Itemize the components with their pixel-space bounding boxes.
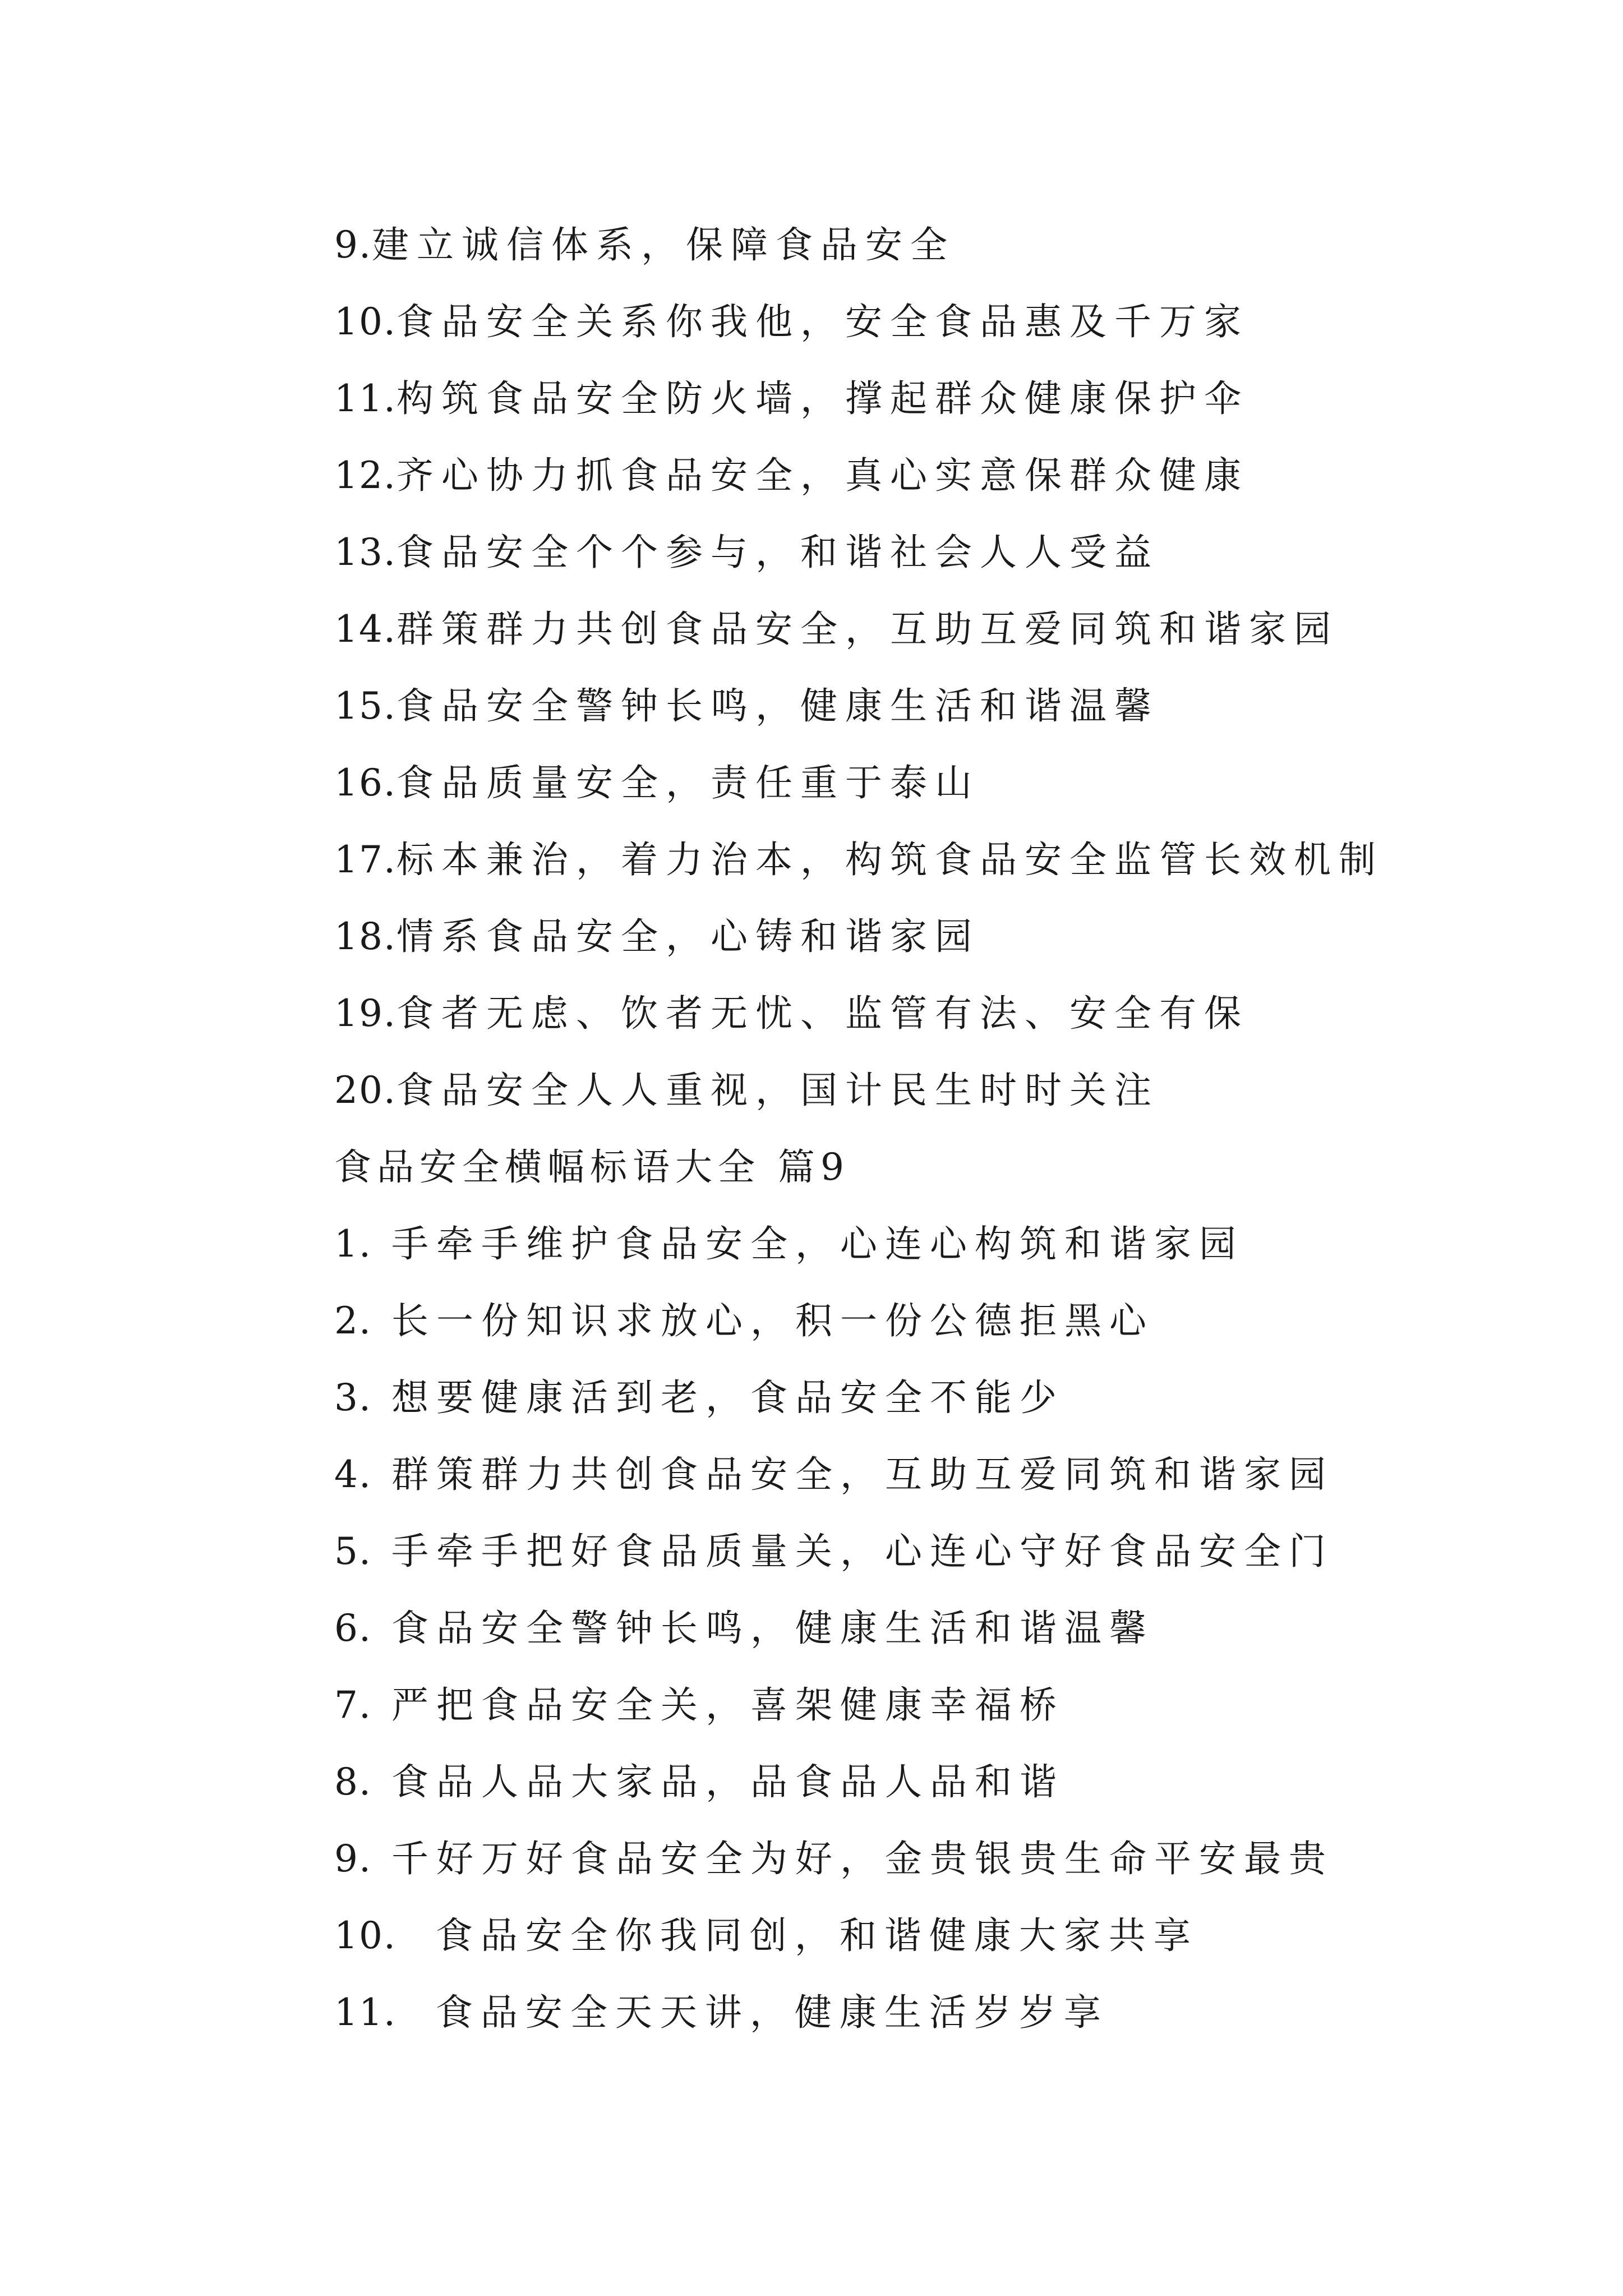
item-number: 5. bbox=[334, 1530, 372, 1573]
item-text: 标本兼治，着力治本，构筑食品安全监管长效机制 bbox=[396, 838, 1384, 881]
item-text: 食者无虑、饮者无忧、监管有法、安全有保 bbox=[396, 992, 1249, 1035]
list-item bbox=[334, 744, 1512, 821]
item-number: 9. bbox=[334, 1837, 372, 1880]
list-item bbox=[334, 1282, 1512, 1359]
list-item bbox=[334, 1820, 1512, 1897]
item-text: 想要健康活到老，食品安全不能少 bbox=[371, 1376, 1064, 1419]
item-text: 构筑食品安全防火墙，撑起群众健康保护伞 bbox=[396, 377, 1249, 420]
list-item bbox=[334, 514, 1512, 591]
item-number: 18. bbox=[334, 915, 396, 958]
item-number: 13. bbox=[334, 531, 396, 574]
item-number: 1. bbox=[334, 1222, 372, 1266]
list-item bbox=[334, 1359, 1512, 1436]
list-item bbox=[334, 591, 1512, 668]
list-item bbox=[334, 1513, 1512, 1590]
item-number: 6. bbox=[334, 1607, 372, 1650]
item-text: 情系食品安全，心铸和谐家园 bbox=[396, 915, 980, 958]
item-number: 17. bbox=[334, 838, 396, 881]
list-item bbox=[334, 1667, 1512, 1743]
list-item bbox=[334, 898, 1512, 975]
item-text: 群策群力共创食品安全，互助互爱同筑和谐家园 bbox=[371, 1453, 1334, 1496]
list-item bbox=[334, 1205, 1512, 1282]
list-item bbox=[334, 360, 1512, 437]
item-number: 20. bbox=[334, 1069, 396, 1112]
item-text: 食品安全关系你我他，安全食品惠及千万家 bbox=[396, 300, 1249, 343]
item-text: 食品质量安全，责任重于泰山 bbox=[396, 761, 980, 804]
list-item bbox=[334, 437, 1512, 514]
item-text: 食品安全天天讲，健康生活岁岁享 bbox=[396, 1991, 1109, 2034]
list-item bbox=[334, 1436, 1512, 1513]
item-number: 14. bbox=[334, 608, 396, 651]
item-number: 4. bbox=[334, 1453, 372, 1496]
document-body bbox=[334, 206, 1512, 2051]
item-text: 手牵手维护食品安全，心连心构筑和谐家园 bbox=[371, 1222, 1244, 1266]
item-text: 严把食品安全关，喜架健康幸福桥 bbox=[371, 1683, 1064, 1727]
item-text: 建立诚信体系，保障食品安全 bbox=[371, 223, 955, 266]
item-number: 3. bbox=[334, 1376, 372, 1419]
item-text: 食品安全人人重视，国计民生时时关注 bbox=[396, 1069, 1159, 1112]
list-item bbox=[334, 283, 1512, 360]
item-number: 15. bbox=[334, 684, 396, 728]
list-item bbox=[334, 206, 1512, 283]
list-item bbox=[334, 668, 1512, 744]
item-number: 7. bbox=[334, 1683, 372, 1727]
item-text: 千好万好食品安全为好，金贵银贵生命平安最贵 bbox=[371, 1837, 1334, 1880]
item-text: 食品安全警钟长鸣，健康生活和谐温馨 bbox=[396, 684, 1159, 728]
list-item bbox=[334, 1743, 1512, 1820]
item-text: 食品安全你我同创，和谐健康大家共享 bbox=[396, 1914, 1198, 1957]
item-text: 群策群力共创食品安全，互助互爱同筑和谐家园 bbox=[396, 608, 1339, 651]
item-text: 食品安全警钟长鸣，健康生活和谐温馨 bbox=[371, 1607, 1154, 1650]
list-item bbox=[334, 1974, 1512, 2051]
item-text: 长一份知识求放心，积一份公德拒黑心 bbox=[371, 1299, 1154, 1342]
item-number: 16. bbox=[334, 761, 396, 804]
item-number: 19. bbox=[334, 992, 396, 1035]
list-item bbox=[334, 1052, 1512, 1129]
item-text: 手牵手把好食品质量关，心连心守好食品安全门 bbox=[371, 1530, 1334, 1573]
list-item bbox=[334, 821, 1512, 898]
list-item bbox=[334, 975, 1512, 1052]
item-number: 8. bbox=[334, 1760, 372, 1803]
item-number: 12. bbox=[334, 454, 396, 497]
item-number: 10. bbox=[334, 300, 396, 343]
item-text: 齐心协力抓食品安全，真心实意保群众健康 bbox=[396, 454, 1249, 497]
section-heading: 食品安全横幅标语大全 篇9 bbox=[334, 1145, 850, 1189]
item-number: 10. bbox=[334, 1914, 396, 1957]
item-text: 食品安全个个参与，和谐社会人人受益 bbox=[396, 531, 1159, 574]
list-item bbox=[334, 1897, 1512, 1974]
list-item bbox=[334, 1590, 1512, 1667]
item-number: 9. bbox=[334, 223, 372, 266]
item-number: 2. bbox=[334, 1299, 372, 1342]
item-number: 11. bbox=[334, 377, 396, 420]
item-number: 11. bbox=[334, 1991, 396, 2034]
item-text: 食品人品大家品，品食品人品和谐 bbox=[371, 1760, 1064, 1803]
